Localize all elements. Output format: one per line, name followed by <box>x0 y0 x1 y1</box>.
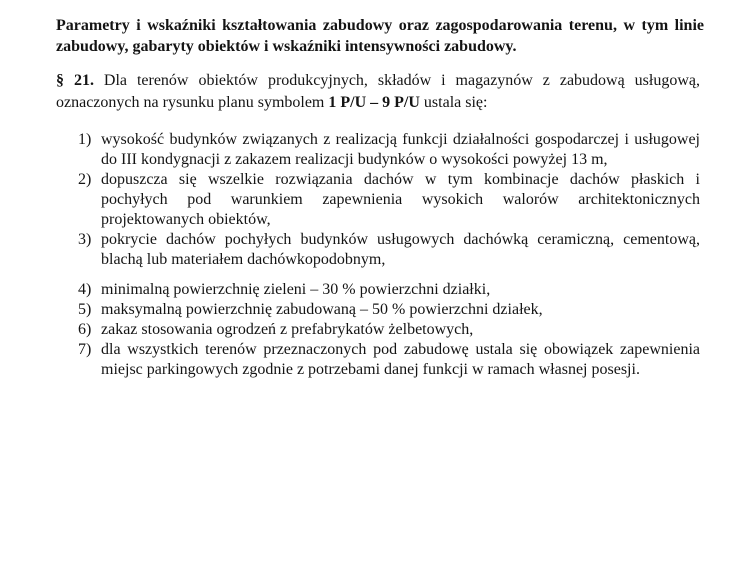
paragraph-21 <box>56 70 700 114</box>
list-item <box>70 130 700 170</box>
list-item-line: do III kondygnacji z zakazem realizacji budynków o wysokości powyżej 13 m, <box>101 151 608 168</box>
provisions-list <box>70 130 700 380</box>
section-number: § 21. <box>56 72 94 89</box>
list-item-number: 4) <box>78 281 92 298</box>
list-item-line: minimalną powierzchnię zieleni – 30 % powierzchni działki, <box>101 281 491 298</box>
list-item-text <box>101 340 700 380</box>
list-item-text <box>101 320 700 340</box>
paragraph-line-2 <box>56 92 700 114</box>
paragraph-line-1-text: Dla terenów obiektów produkcyjnych, składów i magazynów z zabudową usługową, <box>103 72 700 89</box>
list-item <box>70 170 700 230</box>
list-item-line: blachą lub materiałem dachówkopodobnym, <box>101 251 386 268</box>
list-item <box>70 230 700 270</box>
list-item-number: 1) <box>78 131 92 148</box>
list-item <box>70 320 700 340</box>
list-item <box>70 300 700 320</box>
list-item-number: 5) <box>78 301 92 318</box>
list-item <box>70 280 700 300</box>
list-item-line: dla wszystkich terenów przeznaczonych pod zabudowę ustala się obowiązek zapewnienia <box>101 341 700 358</box>
list-item-line: miejsc parkingowych zgodnie z potrzebami danej funkcji w ramach własnej posesji. <box>101 361 640 378</box>
paragraph-line-1 <box>56 70 700 92</box>
list-item-text <box>101 230 700 270</box>
paragraph-line-2-pre: oznaczonych na rysunku planu symbolem <box>56 94 329 111</box>
list-item-text <box>101 280 700 300</box>
plan-symbol: 1 P/U – 9 P/U <box>328 94 420 111</box>
heading-line-1: Parametry i wskaźniki kształtowania zabudowy oraz zagospodarowania terenu, w tym linie <box>56 17 704 34</box>
heading-line-2: zabudowy, gabaryty obiektów i wskaźniki intensywności zabudowy. <box>56 38 517 55</box>
list-item-line: pochyłych pod warunkiem zapewnienia wysokich walorów architektonicznych <box>101 191 700 208</box>
list-item-line: zakaz stosowania ogrodzeń z prefabrykatów żelbetowych, <box>101 321 474 338</box>
paragraph-line-2-post: ustala się: <box>419 94 488 111</box>
list-item-number: 7) <box>78 341 92 358</box>
list-item-line: dopuszcza się wszelkie rozwiązania dachów w tym kombinacje dachów płaskich i <box>101 171 700 188</box>
list-item-number: 2) <box>78 171 92 188</box>
list-item-line: projektowanych obiektów, <box>101 211 271 228</box>
section-heading <box>56 15 704 57</box>
list-item-number: 3) <box>78 231 92 248</box>
list-item-line: maksymalną powierzchnię zabudowaną – 50 % powierzchni działek, <box>101 301 543 318</box>
list-item-line: wysokość budynków związanych z realizacją funkcji działalności gospodarczej i usługowej <box>101 131 700 148</box>
list-item <box>70 340 700 380</box>
list-item-number: 6) <box>78 321 92 338</box>
list-item-text <box>101 130 700 170</box>
list-item-line: pokrycie dachów pochyłych budynków usługowych dachówką ceramiczną, cementową, <box>101 231 700 248</box>
list-item-text <box>101 170 700 230</box>
list-item-text <box>101 300 700 320</box>
